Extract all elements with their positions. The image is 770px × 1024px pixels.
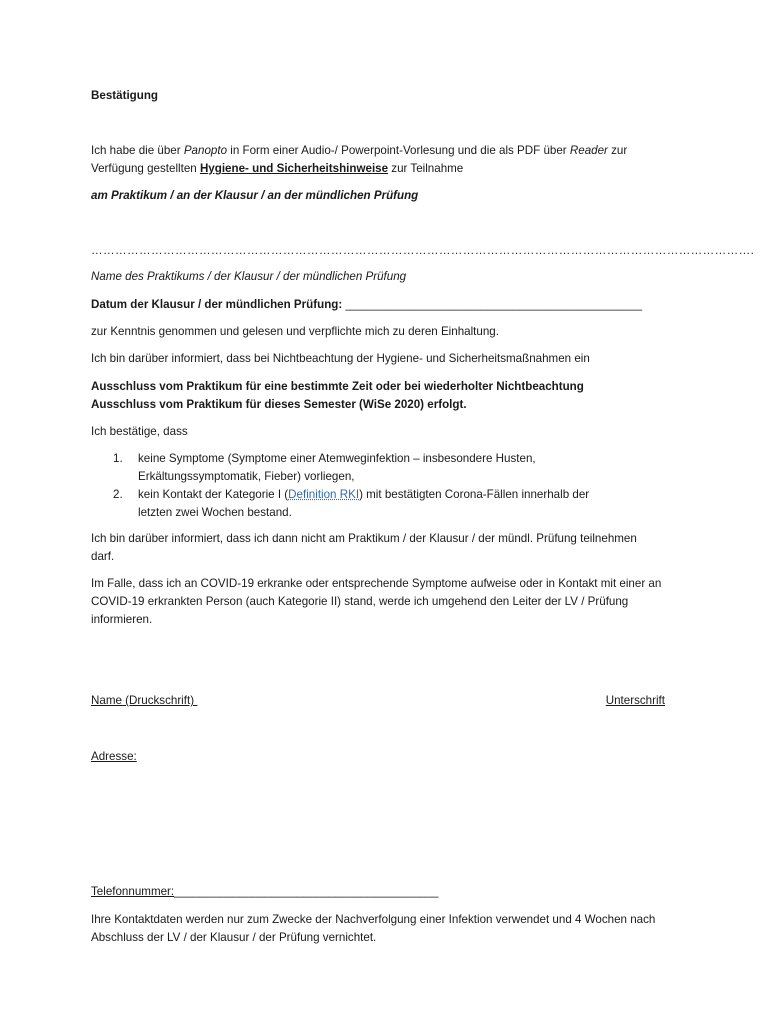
hygiene-term: Hygiene- und Sicherheitshinweise xyxy=(199,162,389,175)
reader-term: Reader xyxy=(569,144,608,157)
list-item-text: kein Kontakt der Kategorie I ( xyxy=(138,488,289,501)
document-title: Bestätigung xyxy=(91,89,158,102)
date-blank: ______________________________________________ xyxy=(345,298,643,311)
list-number: 2. xyxy=(113,488,123,501)
signature-line xyxy=(91,692,665,710)
covid-notice-text: Im Falle, dass ich an COVID-19 erkranke oder entsprechende Symptome aufweise oder in Kontakt mit einer an COVID-19 erkrankten Person (auch Kategorie II) stand, werde ich umgehend den Leiter der LV / Prüfung informieren. xyxy=(91,577,662,626)
confirmation-list xyxy=(91,450,671,522)
phone-line xyxy=(91,883,691,901)
panopto-term: Panopto xyxy=(183,144,228,157)
date-line xyxy=(91,296,691,314)
signature-label: Unterschrift xyxy=(605,694,665,707)
name-caption: Name des Praktikums / der Klausur / der mündlichen Prüfung xyxy=(91,270,407,283)
address-label: Adresse: xyxy=(91,750,137,763)
acknowledged-text: zur Kenntnis genommen und gelesen und verpflichte mich zu deren Einhaltung. xyxy=(91,325,499,338)
exclusion-line-1: Ausschluss vom Praktikum für eine bestimmte Zeit oder bei wiederholter Nichtbeachtung xyxy=(91,380,584,393)
intro-text-2: in Form einer Audio-/ Powerpoint-Vorlesung und die als PDF über xyxy=(227,144,570,157)
date-label: Datum der Klausur / der mündlichen Prüfung: xyxy=(91,298,343,311)
list-item-text-cont: letzten zwei Wochen bestand. xyxy=(138,506,292,519)
phone-blank: _________________________________________ xyxy=(174,885,439,898)
list-item-text: keine Symptome (Symptome einer Atemweginfektion – insbesondere Husten, xyxy=(138,452,536,465)
phone-label: Telefonnummer: xyxy=(91,885,175,898)
name-print-label: Name (Druckschrift) xyxy=(91,694,195,707)
not-allowed-text: Ich bin darüber informiert, dass ich dann nicht am Praktikum / der Klausur / der mündl. Prüfung teilnehmen darf. xyxy=(91,532,637,563)
list-number: 1. xyxy=(113,452,123,465)
exclusion-line-2: Ausschluss vom Praktikum für dieses Semester (WiSe 2020) erfolgt. xyxy=(91,398,467,411)
participation-line: am Praktikum / an der Klausur / an der mündlichen Prüfung xyxy=(91,189,419,202)
intro-text-3: zur Verfügung gestellten xyxy=(91,144,628,175)
list-item xyxy=(91,450,671,486)
informed-nonobservance-text: Ich bin darüber informiert, dass bei Nichtbeachtung der Hygiene- und Sicherheitsmaßnahmen ein xyxy=(91,352,590,365)
list-item-text-cont: Erkältungssymptomatik, Fieber) vorliegen, xyxy=(138,470,355,483)
list-item-text-post: ) mit bestätigten Corona-Fällen innerhalb der xyxy=(359,488,590,501)
intro-paragraph xyxy=(91,142,676,178)
confirm-intro: Ich bestätige, dass xyxy=(91,425,188,438)
intro-text-4: zur Teilnahme xyxy=(388,162,464,175)
dotted-fill-line: …………………………………………………………………………………………………………………………………………………. xyxy=(91,244,755,257)
privacy-notice: Ihre Kontaktdaten werden nur zum Zwecke der Nachverfolgung einer Infektion verwendet und 4 Wochen nach Abschluss der LV / der Klausur / der Prüfung vernichtet. xyxy=(91,913,656,944)
intro-text-1: Ich habe die über xyxy=(91,144,184,157)
rki-definition-link[interactable]: Definition RKI xyxy=(288,488,360,501)
list-item xyxy=(91,486,671,522)
